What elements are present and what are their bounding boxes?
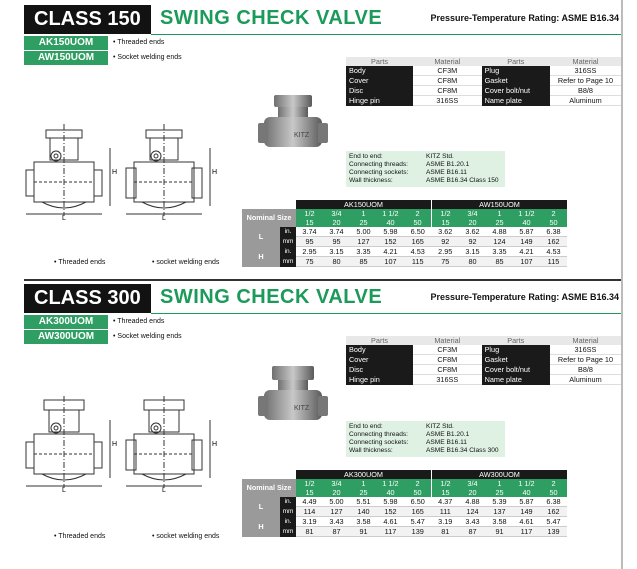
parts-row — [346, 345, 621, 355]
dim-value: 75 — [432, 257, 460, 267]
dim-value: 139 — [404, 527, 432, 537]
model-code: AK150UOM — [24, 36, 108, 50]
parts-table — [346, 336, 621, 385]
size-mm: 50 — [540, 488, 567, 497]
pressure-rating: Pressure-Temperature Rating: ASME B16.34 — [430, 13, 619, 23]
dim-value: 107 — [513, 257, 540, 267]
part-material: CF8M — [413, 86, 481, 96]
standard-key: Connecting threads: — [349, 161, 409, 168]
size-mm: 40 — [513, 218, 540, 227]
model-note: • Socket welding ends — [113, 333, 182, 340]
standard-row — [349, 177, 502, 185]
dimension-label: L — [242, 497, 280, 517]
size-mm: 15 — [296, 218, 323, 227]
dim-value: 81 — [432, 527, 460, 537]
dim-value: 2.95 — [432, 247, 460, 257]
part-name: Name plate — [482, 96, 550, 106]
size-in: 2 — [540, 479, 567, 488]
dim-value: 3.35 — [486, 247, 513, 257]
dim-value: 127 — [350, 237, 377, 247]
connection-standards — [346, 151, 505, 187]
part-material: B8/8 — [550, 365, 621, 375]
size-mm: 15 — [432, 488, 460, 497]
part-name: Hinge pin — [346, 375, 413, 385]
part-material: Aluminum — [550, 96, 621, 106]
material-header: Material — [550, 57, 621, 66]
standard-key: Wall thickness: — [349, 447, 393, 454]
dim-value: 162 — [540, 237, 567, 247]
part-name: Body — [346, 66, 413, 76]
model-a-header: AK150UOM — [296, 200, 432, 209]
dim-value: 4.53 — [540, 247, 567, 257]
dim-value: 91 — [486, 527, 513, 537]
unit-label: mm — [280, 527, 296, 537]
part-name: Hinge pin — [346, 96, 413, 106]
size-mm: 25 — [486, 488, 513, 497]
threaded-end-drawing — [24, 394, 119, 494]
dimension-label: L — [242, 227, 280, 247]
size-mm: 50 — [540, 218, 567, 227]
parts-row — [346, 66, 621, 76]
part-name: Gasket — [482, 76, 550, 86]
part-name: Body — [346, 345, 413, 355]
part-name: Gasket — [482, 355, 550, 365]
class-badge: CLASS 150 — [24, 5, 151, 34]
dim-value: 85 — [486, 257, 513, 267]
model-b-header: AW300UOM — [432, 470, 568, 479]
size-in: 3/4 — [459, 479, 486, 488]
size-mm: 20 — [459, 218, 486, 227]
dim-value: 4.37 — [432, 497, 460, 507]
dim-value: 80 — [459, 257, 486, 267]
standard-key: Wall thickness: — [349, 177, 393, 184]
dim-value: 111 — [432, 507, 460, 517]
size-in: 1 — [486, 479, 513, 488]
h-dimension-label: H — [112, 441, 118, 448]
unit-label: in. — [280, 247, 296, 257]
threaded-caption: • Threaded ends — [54, 259, 106, 266]
dim-value: 139 — [540, 527, 567, 537]
size-in: 1 1/2 — [513, 479, 540, 488]
dimension-row — [242, 527, 567, 537]
dim-value: 80 — [323, 257, 350, 267]
dim-value: 152 — [377, 237, 404, 247]
standard-row — [349, 161, 502, 169]
dimension-row — [242, 237, 567, 247]
size-in: 2 — [404, 209, 432, 218]
dim-value: 5.00 — [323, 497, 350, 507]
dim-value: 95 — [323, 237, 350, 247]
standard-row — [349, 169, 502, 177]
dim-value: 3.15 — [459, 247, 486, 257]
dim-value: 85 — [350, 257, 377, 267]
section-divider — [24, 279, 621, 281]
dim-value: 4.21 — [513, 247, 540, 257]
threaded-end-drawing — [24, 122, 119, 222]
dim-value: 5.87 — [513, 227, 540, 237]
standard-key: End to end: — [349, 153, 383, 160]
part-material: Refer to Page 10 — [550, 355, 621, 365]
dim-value: 6.38 — [540, 227, 567, 237]
parts-header: Parts — [346, 57, 413, 66]
standard-key: Connecting sockets: — [349, 439, 409, 446]
model-b-header: AW150UOM — [432, 200, 568, 209]
dim-value: 92 — [459, 237, 486, 247]
catalog-page — [24, 0, 623, 569]
dim-value: 3.58 — [486, 517, 513, 527]
part-name: Plug — [482, 345, 550, 355]
dim-value: 87 — [323, 527, 350, 537]
unit-label: mm — [280, 237, 296, 247]
dimension-row — [242, 507, 567, 517]
size-in: 1 1/2 — [377, 209, 404, 218]
dimension-row — [242, 497, 567, 507]
unit-label: in. — [280, 497, 296, 507]
size-mm: 25 — [486, 218, 513, 227]
dim-value: 5.87 — [513, 497, 540, 507]
dim-value: 75 — [296, 257, 323, 267]
size-in: 1 1/2 — [513, 209, 540, 218]
part-material: Refer to Page 10 — [550, 76, 621, 86]
parts-table — [346, 57, 621, 106]
size-in: 1 1/2 — [377, 479, 404, 488]
standard-row — [349, 423, 502, 431]
standard-key: End to end: — [349, 423, 383, 430]
dimension-row — [242, 517, 567, 527]
dimension-row — [242, 247, 567, 257]
l-dimension-label: L — [62, 215, 66, 222]
h-dimension-label: H — [212, 441, 218, 448]
dim-value: 115 — [404, 257, 432, 267]
dim-value: 4.61 — [377, 517, 404, 527]
material-header: Material — [550, 336, 621, 345]
class-300-section — [24, 284, 621, 556]
dim-value: 3.19 — [432, 517, 460, 527]
dim-value: 149 — [513, 237, 540, 247]
standard-value: KITZ Std. — [426, 153, 454, 160]
dim-value: 3.62 — [432, 227, 460, 237]
part-name: Disc — [346, 365, 413, 375]
model-note: • Socket welding ends — [113, 54, 182, 61]
connection-standards — [346, 421, 505, 457]
dim-value: 115 — [540, 257, 567, 267]
size-in: 2 — [540, 209, 567, 218]
standard-row — [349, 439, 502, 447]
part-material: CF8M — [413, 365, 481, 375]
standard-value: ASME B16.34 Class 150 — [426, 177, 499, 184]
size-in: 1 — [350, 479, 377, 488]
valve-title: SWING CHECK VALVE — [160, 7, 383, 29]
parts-row — [346, 96, 621, 106]
parts-row — [346, 86, 621, 96]
socket-caption: • socket welding ends — [152, 259, 220, 266]
dim-value: 4.21 — [377, 247, 404, 257]
pressure-rating: Pressure-Temperature Rating: ASME B16.34 — [430, 292, 619, 302]
material-header: Material — [413, 57, 481, 66]
dim-value: 6.50 — [404, 497, 432, 507]
dim-value: 162 — [540, 507, 567, 517]
h-dimension-label: H — [212, 169, 218, 176]
standard-key: Connecting sockets: — [349, 169, 409, 176]
model-code: AW300UOM — [24, 330, 108, 344]
size-in: 1/2 — [296, 209, 323, 218]
socket-end-drawing — [124, 394, 219, 494]
title-rule — [151, 313, 621, 314]
model-note: • Threaded ends — [113, 318, 165, 325]
part-material: 316SS — [413, 96, 481, 106]
l-dimension-label: L — [162, 487, 166, 494]
dim-value: 81 — [296, 527, 323, 537]
size-in: 1/2 — [432, 479, 460, 488]
material-header: Material — [413, 336, 481, 345]
standard-value: KITZ Std. — [426, 423, 454, 430]
part-material: Aluminum — [550, 375, 621, 385]
standard-value: ASME B16.11 — [426, 169, 467, 176]
model-code: AK300UOM — [24, 315, 108, 329]
part-material: 316SS — [413, 375, 481, 385]
dim-value: 3.35 — [350, 247, 377, 257]
model-a-header: AK300UOM — [296, 470, 432, 479]
part-material: CF8M — [413, 76, 481, 86]
dim-value: 4.61 — [513, 517, 540, 527]
l-dimension-label: L — [62, 487, 66, 494]
socket-caption: • socket welding ends — [152, 533, 220, 540]
dim-value: 124 — [486, 237, 513, 247]
size-mm: 20 — [323, 218, 350, 227]
size-in: 1 — [350, 209, 377, 218]
dim-value: 117 — [513, 527, 540, 537]
class-150-section — [24, 5, 621, 278]
dim-value: 6.38 — [540, 497, 567, 507]
valve-photo — [258, 93, 328, 155]
dim-value: 4.49 — [296, 497, 323, 507]
dim-value: 5.98 — [377, 227, 404, 237]
dim-value: 5.51 — [350, 497, 377, 507]
unit-label: in. — [280, 227, 296, 237]
part-name: Cover — [346, 355, 413, 365]
threaded-caption: • Threaded ends — [54, 533, 106, 540]
dim-value: 107 — [377, 257, 404, 267]
size-mm: 40 — [377, 488, 404, 497]
dim-value: 3.15 — [323, 247, 350, 257]
size-mm: 40 — [377, 218, 404, 227]
part-material: 316SS — [550, 345, 621, 355]
model-code: AW150UOM — [24, 51, 108, 65]
parts-header: Parts — [346, 336, 413, 345]
l-dimension-label: L — [162, 215, 166, 222]
standard-value: ASME B16.34 Class 300 — [426, 447, 499, 454]
model-note: • Threaded ends — [113, 39, 165, 46]
size-mm: 25 — [350, 218, 377, 227]
part-name: Cover bolt/nut — [482, 365, 550, 375]
size-mm: 25 — [350, 488, 377, 497]
size-in: 1/2 — [432, 209, 460, 218]
part-name: Name plate — [482, 375, 550, 385]
parts-row — [346, 76, 621, 86]
dim-value: 3.43 — [323, 517, 350, 527]
dim-value: 114 — [296, 507, 323, 517]
dim-value: 5.47 — [540, 517, 567, 527]
dim-value: 140 — [350, 507, 377, 517]
dim-value: 165 — [404, 507, 432, 517]
dim-value: 87 — [459, 527, 486, 537]
standard-value: ASME B1.20.1 — [426, 161, 470, 168]
dim-value: 4.88 — [486, 227, 513, 237]
dim-value: 5.39 — [486, 497, 513, 507]
dim-value: 95 — [296, 237, 323, 247]
valve-marking: KITZ — [294, 405, 310, 412]
size-in: 1/2 — [296, 479, 323, 488]
parts-row — [346, 375, 621, 385]
dim-value: 117 — [377, 527, 404, 537]
part-material: CF8M — [413, 355, 481, 365]
dim-value: 3.62 — [459, 227, 486, 237]
dim-value: 152 — [377, 507, 404, 517]
dim-value: 2.95 — [296, 247, 323, 257]
size-mm: 20 — [459, 488, 486, 497]
unit-label: mm — [280, 507, 296, 517]
dim-value: 149 — [513, 507, 540, 517]
parts-row — [346, 365, 621, 375]
class-badge: CLASS 300 — [24, 284, 151, 313]
size-in: 3/4 — [459, 209, 486, 218]
dim-value: 5.98 — [377, 497, 404, 507]
dimensions-table — [242, 470, 567, 537]
dim-value: 5.47 — [404, 517, 432, 527]
h-dimension-label: H — [112, 169, 118, 176]
socket-end-drawing — [124, 122, 219, 222]
size-mm: 15 — [296, 488, 323, 497]
dim-value: 165 — [404, 237, 432, 247]
dimensions-table — [242, 200, 567, 267]
valve-marking: KITZ — [294, 132, 310, 139]
part-material: CF3M — [413, 345, 481, 355]
dim-value: 3.74 — [323, 227, 350, 237]
dim-value: 127 — [323, 507, 350, 517]
dimension-label: H — [242, 247, 280, 267]
dim-value: 3.74 — [296, 227, 323, 237]
standard-value: ASME B16.11 — [426, 439, 467, 446]
dim-value: 4.53 — [404, 247, 432, 257]
dimension-label: H — [242, 517, 280, 537]
title-rule — [151, 34, 621, 35]
part-name: Cover — [346, 76, 413, 86]
dimension-row — [242, 227, 567, 237]
dimension-row — [242, 257, 567, 267]
nominal-size-label: Nominal Size — [242, 479, 296, 497]
size-mm: 20 — [323, 488, 350, 497]
dim-value: 4.88 — [459, 497, 486, 507]
part-name: Plug — [482, 66, 550, 76]
valve-title: SWING CHECK VALVE — [160, 286, 383, 308]
dim-value: 5.00 — [350, 227, 377, 237]
standard-row — [349, 153, 502, 161]
dim-value: 3.58 — [350, 517, 377, 527]
dim-value: 3.43 — [459, 517, 486, 527]
size-mm: 15 — [432, 218, 460, 227]
dim-value: 124 — [459, 507, 486, 517]
size-in: 1 — [486, 209, 513, 218]
standard-value: ASME B1.20.1 — [426, 431, 470, 438]
unit-label: mm — [280, 257, 296, 267]
size-in: 3/4 — [323, 209, 350, 218]
unit-label: in. — [280, 517, 296, 527]
dim-value: 137 — [486, 507, 513, 517]
size-mm: 40 — [513, 488, 540, 497]
size-mm: 50 — [404, 218, 432, 227]
part-material: CF3M — [413, 66, 481, 76]
dim-value: 92 — [432, 237, 460, 247]
parts-header: Parts — [482, 57, 550, 66]
dim-value: 3.19 — [296, 517, 323, 527]
valve-photo — [258, 366, 328, 428]
part-name: Cover bolt/nut — [482, 86, 550, 96]
size-in: 3/4 — [323, 479, 350, 488]
size-in: 2 — [404, 479, 432, 488]
standard-row — [349, 431, 502, 439]
part-name: Disc — [346, 86, 413, 96]
part-material: B8/8 — [550, 86, 621, 96]
standard-key: Connecting threads: — [349, 431, 409, 438]
parts-header: Parts — [482, 336, 550, 345]
size-mm: 50 — [404, 488, 432, 497]
dim-value: 91 — [350, 527, 377, 537]
standard-row — [349, 447, 502, 455]
nominal-size-label: Nominal Size — [242, 209, 296, 227]
dim-value: 6.50 — [404, 227, 432, 237]
parts-row — [346, 355, 621, 365]
part-material: 316SS — [550, 66, 621, 76]
